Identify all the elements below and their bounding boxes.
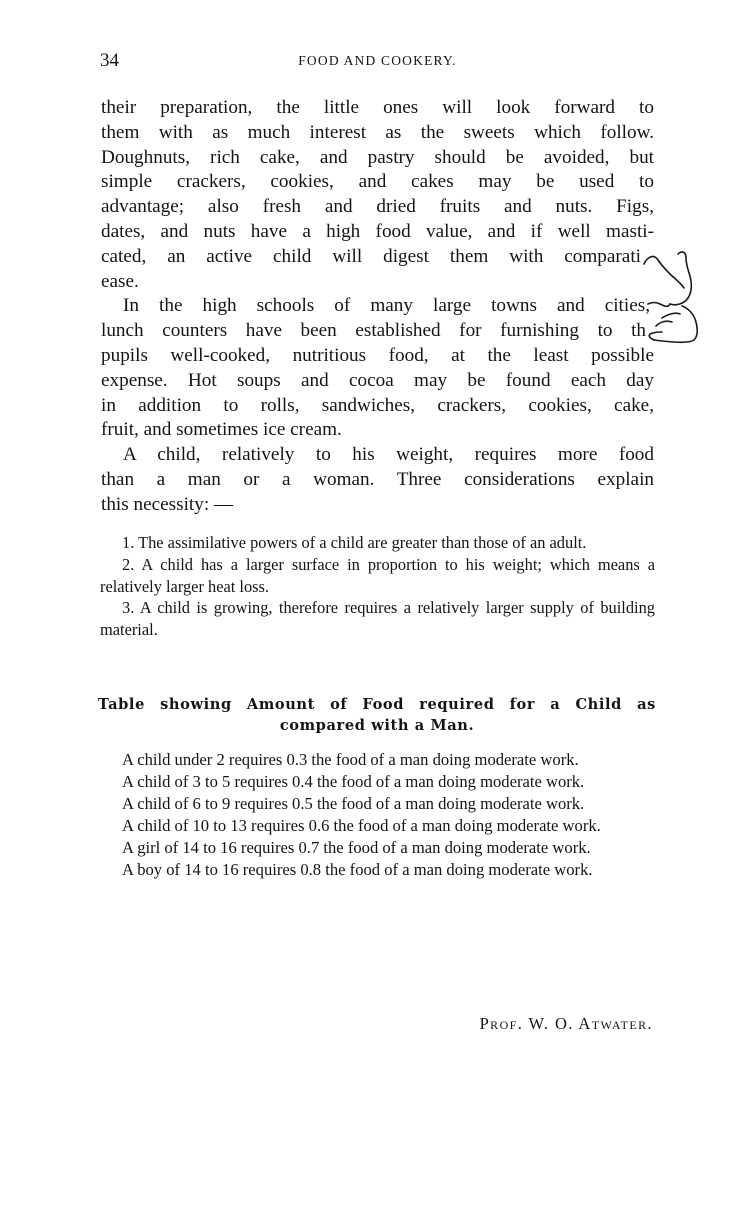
paragraph-2 [101, 294, 654, 443]
text-line: expense. Hot soups and cocoa may be found each day [101, 369, 654, 391]
paragraph-1 [101, 96, 654, 294]
text-line: fruit, and sometimes ice cream. [101, 419, 342, 441]
running-head: FOOD AND COOKERY. [298, 53, 457, 68]
text-line: pupils well-cooked, nutritious food, at the least possible [101, 344, 654, 366]
page-header [100, 50, 655, 76]
text-line: them with as much interest as the sweets which follow. [101, 121, 654, 143]
text-line: than a man or a woman. Three considerations explain [101, 468, 654, 490]
text-line: In the high schools of many large towns and cities, [123, 295, 650, 317]
text-line: simple crackers, cookies, and cakes may be used to [101, 171, 654, 193]
list-item: 1. The assimilative powers of a child are greater than those of an adult. [122, 533, 587, 552]
food-requirement-table [98, 749, 654, 881]
table-row: A child of 6 to 9 requires 0.5 the food of a man doing moderate work. [122, 794, 585, 813]
text-line: advantage; also fresh and dried fruits and nuts. Figs, [101, 196, 654, 218]
text-line: A child, relatively to his weight, requires more food [123, 444, 654, 466]
text-line: lunch counters have been established for furnishing to th [101, 320, 646, 342]
considerations-list [100, 532, 655, 641]
table-row: A boy of 14 to 16 requires 0.8 the food of a man doing moderate work. [122, 860, 593, 879]
table-row: A child under 2 requires 0.3 the food of a man doing moderate work. [122, 750, 579, 769]
text-line: cated, an active child will digest them with comparati [101, 245, 641, 267]
table-row: A girl of 14 to 16 requires 0.7 the food of a man doing moderate work. [122, 838, 591, 857]
list-item: 3. A child is growing, therefore requires a relatively larger supply of building material. [100, 598, 655, 640]
text-line: their preparation, the little ones will look forward to [101, 97, 654, 118]
table-title [98, 694, 656, 736]
text-line: Doughnuts, rich cake, and pastry should be avoided, but [101, 146, 654, 168]
table-row: A child of 10 to 13 requires 0.6 the food of a man doing moderate work. [122, 816, 601, 835]
table-row: A child of 3 to 5 requires 0.4 the food of a man doing moderate work. [122, 772, 585, 791]
attribution: Prof. W. O. Atwater. [479, 1014, 653, 1033]
text-line: ease. [101, 270, 139, 292]
table-title-line: compared with a Man. [279, 717, 475, 734]
pointing-hand-icon [640, 248, 702, 348]
text-line: this necessity: — [101, 493, 234, 515]
paragraph-3 [101, 443, 654, 517]
table-title-line: Table showing Amount of Food required for a Child as [98, 696, 656, 713]
list-item: 2. A child has a larger surface in proportion to his weight; which means a relatively larger heat loss. [100, 554, 655, 596]
text-line: in addition to rolls, sandwiches, crackers, cookies, cake, [101, 394, 654, 416]
page-number: 34 [100, 50, 119, 71]
body-text [101, 96, 654, 518]
text-line: dates, and nuts have a high food value, and if well masti- [101, 220, 654, 242]
